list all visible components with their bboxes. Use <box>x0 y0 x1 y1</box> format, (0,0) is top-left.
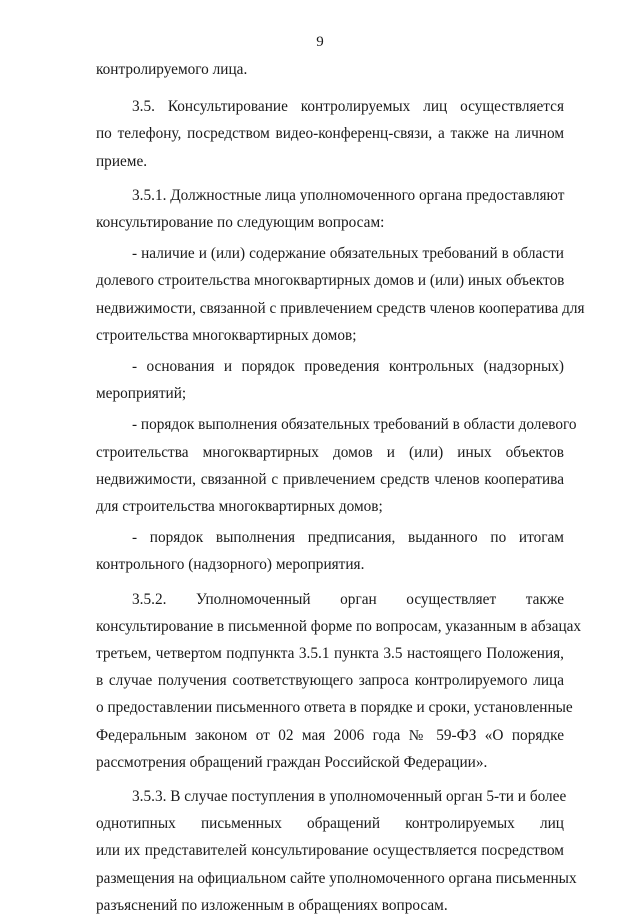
text-line: - основания и порядок проведения контрольных (надзорных) <box>132 358 564 376</box>
paragraph-3-5-1 <box>96 182 564 236</box>
text-line: по телефону, посредством видео-конференц-связи, а также на личном <box>96 125 564 143</box>
text-line: контрольного (надзорного) мероприятия. <box>96 556 365 574</box>
text-line: 3.5.3. В случае поступления в уполномоченный орган 5-ти и более <box>132 788 567 806</box>
text-line: контролируемого лица. <box>96 61 248 78</box>
text-line: - порядок выполнения предписания, выданного по итогам <box>132 529 564 547</box>
text-line: - порядок выполнения обязательных требований в области долевого <box>132 416 577 434</box>
text-line: для строительства многоквартирных домов; <box>96 498 383 516</box>
text-line: консультирование по следующим вопросам: <box>96 214 385 232</box>
paragraph-3-5-2 <box>96 586 582 776</box>
paragraph-continuation <box>96 56 564 83</box>
text-line: однотипных письменных обращений контролируемых лиц <box>96 815 564 833</box>
text-line: разъяснений по изложенным в обращениях вопросам. <box>96 896 448 914</box>
list-item-mandatory-requirements <box>96 240 585 349</box>
text-line: недвижимости, связанной с привлечением средств членов кооператива <box>96 470 564 488</box>
text-line: мероприятий; <box>96 385 187 403</box>
page-number: 9 <box>316 34 324 50</box>
text-line: долевого строительства многоквартирных домов и (или) иных объектов <box>96 272 565 290</box>
text-line: рассмотрения обращений граждан Российской Федерации». <box>96 753 488 771</box>
text-line: - наличие и (или) содержание обязательных требований в области <box>132 245 564 263</box>
text-line: в случае получения соответствующего запроса контролируемого лица <box>96 672 564 690</box>
text-line: 3.5.1. Должностные лица уполномоченного органа предоставляют <box>132 186 565 204</box>
document-body <box>96 56 585 919</box>
text-line: 3.5.2. Уполномоченный орган осуществляет также <box>132 590 564 608</box>
text-line: консультирование в письменной форме по вопросам, указанным в абзацах <box>96 617 582 635</box>
text-line: недвижимости, связанной с привлечением средств членов кооператива для <box>96 299 585 317</box>
text-line: 3.5. Консультирование контролируемых лиц осуществляется <box>132 98 564 116</box>
list-item-order-execution <box>96 524 564 578</box>
text-line: или их представителей консультирование осуществляется посредством <box>96 842 564 860</box>
text-line: строительства многоквартирных домов; <box>96 326 357 344</box>
text-line: строительства многоквартирных домов и (или) иных объектов <box>96 443 564 461</box>
list-item-compliance-procedure <box>96 411 577 520</box>
text-line: о предоставлении письменного ответа в порядке и сроки, установленные <box>96 699 573 717</box>
text-line: приеме. <box>96 152 148 170</box>
text-line: размещения на официальном сайте уполномоченного органа письменных <box>96 869 577 887</box>
list-item-grounds-procedure <box>96 353 564 407</box>
text-line: третьем, четвертом подпункта 3.5.1 пункта 3.5 настоящего Положения, <box>96 645 564 663</box>
paragraph-3-5 <box>96 93 564 175</box>
text-line: Федеральным законом от 02 мая 2006 года № 59-ФЗ «О порядке <box>96 726 564 744</box>
paragraph-3-5-3 <box>96 783 577 919</box>
